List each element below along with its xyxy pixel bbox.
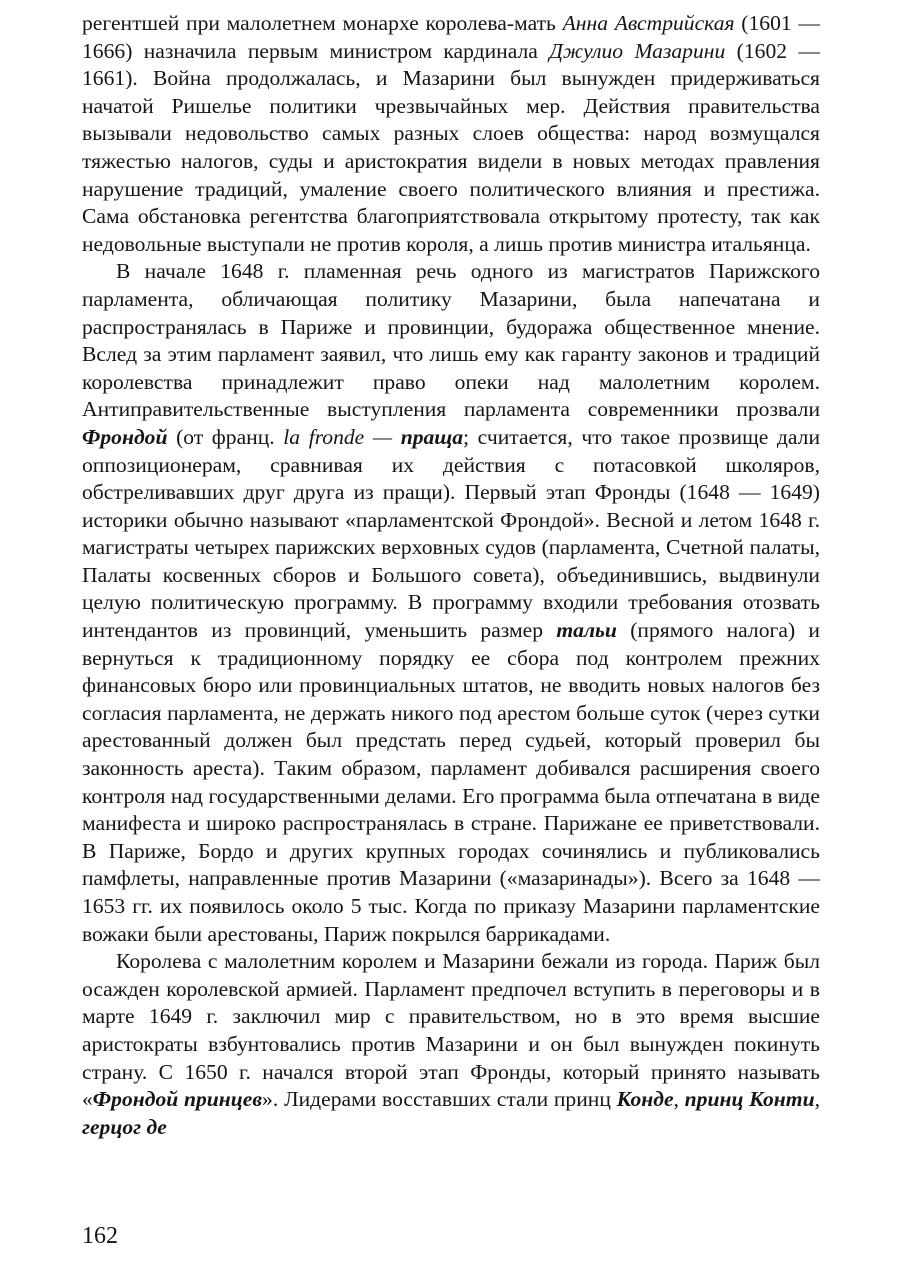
text-run: ; считается, что такое прозвище дали оппозиционерам, сравнивая их действия с потасовкой школяров, обстреливавших друг друга из пращи). Первый этап Фронды (1648 — 1649) историки обычно называют «парламентской Фрондой». Весной и летом 1648 г. магистраты четырех парижских верховных судов (парламента, Счетной палаты, Палаты косвенных сборов и Большого совета), объединившись, выдвинули целую политическую программу. В программу входили требования отозвать интендантов из провинций, уменьшить размер bbox=[82, 424, 820, 643]
body-text bbox=[82, 10, 820, 1141]
paragraph-3 bbox=[82, 948, 820, 1141]
emphasized-text: Конде bbox=[616, 1087, 674, 1112]
text-run: (от франц. bbox=[167, 424, 284, 449]
emphasized-text: Джулио Мазарини bbox=[549, 38, 726, 63]
emphasized-text: Фрондой bbox=[82, 424, 168, 449]
text-run: Королева с малолетним королем и Мазарини бежали из города. Париж был осажден королевской армией. Парламент предпочел вступить в переговоры и в марте 1649 г. заключил мир с правительством, но в это время высшие аристократы взбунтовались против Мазарини и он был вынужден покинуть страну. С 1650 г. начался второй этап Фронды, который принято называть « bbox=[82, 949, 820, 1112]
emphasized-text: принц Конти bbox=[684, 1087, 815, 1112]
text-run: ». Лидерами восставших стали принц bbox=[262, 1087, 617, 1112]
text-run: (1601 — 1666) назначила первым министром кардинала bbox=[82, 11, 820, 63]
text-run: В начале 1648 г. пламенная речь одного из магистратов Парижского парламента, обличающая политику Мазарини, была напечатана и распространялась в Париже и провинции, будоража общественное мнение. Вслед за этим парламент заявил, что лишь ему как гаранту законов и традиций королевства принадлежит право опеки над малолетним королем. Антиправительственные выступления парламента современники прозвали bbox=[82, 259, 820, 422]
paragraph-2 bbox=[82, 258, 820, 948]
emphasized-text: тальи bbox=[556, 618, 617, 643]
text-run: , bbox=[673, 1087, 685, 1112]
paragraph-1 bbox=[82, 10, 820, 258]
text-run: , bbox=[814, 1087, 821, 1112]
text-run: (прямого налога) и вернуться к традиционному порядку ее сбора под контролем прежних финансовых бюро или провинциальных штатов, не вводить новых налогов без согласия парламента, не держать никого под арестом больше суток (через сутки арестованный должен был предстать перед судьей, который проверил бы законность ареста). Таким образом, парламент добивался расширения своего контроля над государственными делами. Его программа была отпечатана в виде манифеста и широко распространялась в стране. Парижане ее приветствовали. В Париже, Бордо и других крупных городах сочинялись и публиковались памфлеты, направленные против Мазарини («мазаринады»). Всего за 1648 — 1653 гг. их появилось около 5 тыс. Когда по приказу Мазарини парламентские вожаки были арестованы, Париж покрылся баррикадами. bbox=[82, 618, 820, 946]
text-run: регентшей при малолетнем монархе королева-мать bbox=[82, 11, 563, 35]
emphasized-text: Анна Австрийская bbox=[562, 11, 735, 35]
emphasized-text: праща bbox=[400, 424, 464, 449]
text-run: (1602 — 1661). Война продолжалась, и Мазарини был вынужден придерживаться начатой Ришелье политики чрезвычайных мер. Действия правительства вызывали недовольство самых разных слоев общества: народ возмущался тяжестью налогов, суды и аристократия видели в новых методах правления нарушение традиций, умаление своего политического влияния и престижа. Сама обстановка регентства благоприятствовала открытому протесту, так как недовольные выступали не против короля, а лишь против министра итальянца. bbox=[82, 38, 821, 256]
emphasized-text: герцог де bbox=[82, 1114, 167, 1139]
emphasized-text: — bbox=[364, 424, 401, 449]
emphasized-text: Фрондой принцев bbox=[92, 1087, 263, 1112]
emphasized-text: la fronde bbox=[283, 424, 365, 449]
page-number: 162 bbox=[82, 1223, 118, 1249]
